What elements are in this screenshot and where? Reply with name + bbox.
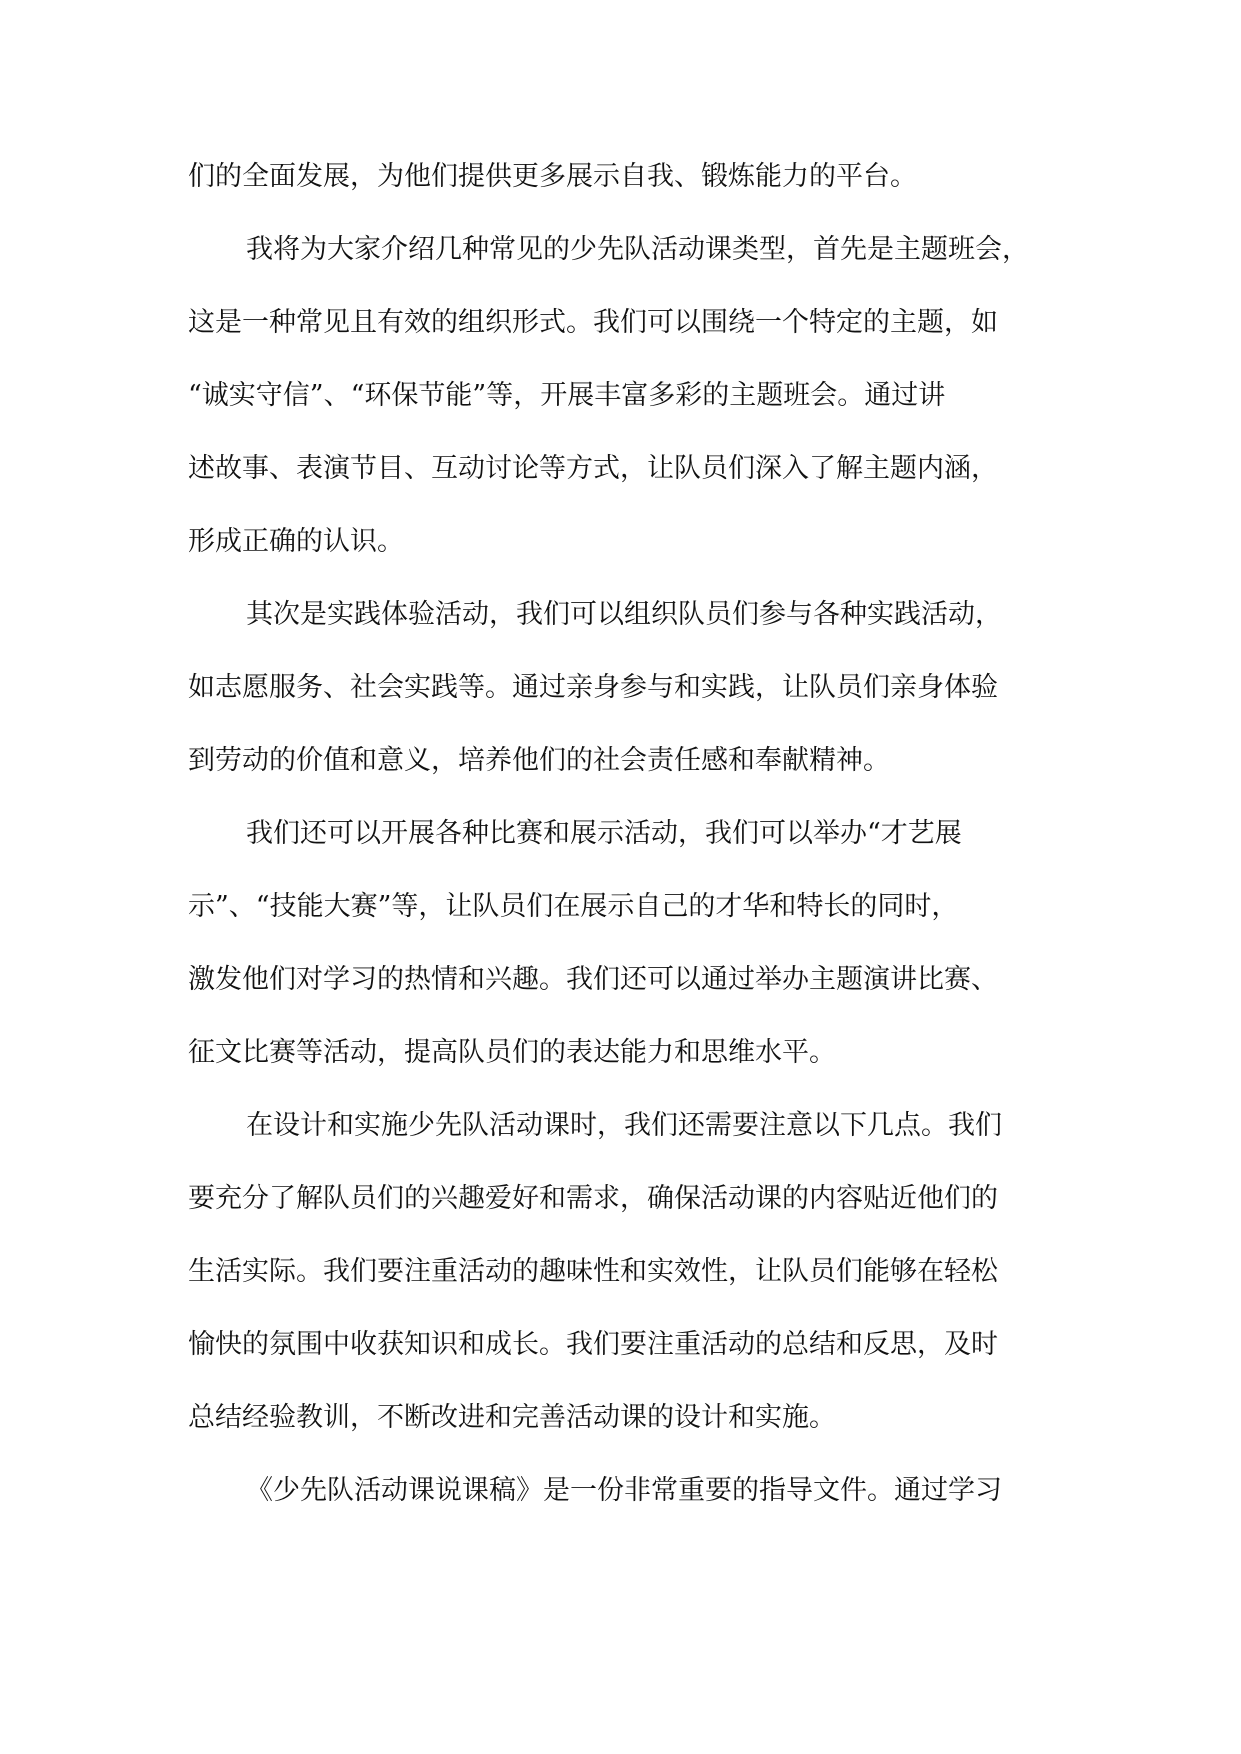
paragraph-start-line: 在设计和实施少先队活动课时，我们还需要注意以下几点。我们	[246, 1110, 1002, 1141]
text-line: 征文比赛等活动，提高队员们的表达能力和思维水平。	[188, 1037, 836, 1068]
text-line: 示”、“技能大赛”等，让队员们在展示自己的才华和特长的同时，	[188, 891, 959, 922]
text-line: 形成正确的认识。	[188, 526, 404, 557]
text-line: 要充分了解队员们的兴趣爱好和需求，确保活动课的内容贴近他们的	[188, 1183, 998, 1214]
paragraph-start-line: 《少先队活动课说课稿》是一份非常重要的指导文件。通过学习	[246, 1475, 1002, 1506]
text-line: 到劳动的价值和意义，培养他们的社会责任感和奉献精神。	[188, 745, 890, 776]
paragraph-start-line: 我们还可以开展各种比赛和展示活动，我们可以举办“才艺展	[246, 818, 962, 849]
paragraph-start-line: 我将为大家介绍几种常见的少先队活动课类型，首先是主题班会，	[246, 234, 1029, 265]
text-line: 述故事、表演节目、互动讨论等方式，让队员们深入了解主题内涵，	[188, 453, 998, 484]
text-line: 这是一种常见且有效的组织形式。我们可以围绕一个特定的主题，如	[188, 307, 998, 338]
paragraph-start-line: 其次是实践体验活动，我们可以组织队员们参与各种实践活动，	[246, 599, 1002, 630]
text-line: 总结经验教训，不断改进和完善活动课的设计和实施。	[188, 1402, 836, 1433]
text-line: 们的全面发展，为他们提供更多展示自我、锻炼能力的平台。	[188, 161, 917, 192]
text-line: 生活实际。我们要注重活动的趣味性和实效性，让队员们能够在轻松	[188, 1256, 998, 1287]
text-line: 激发他们对学习的热情和兴趣。我们还可以通过举办主题演讲比赛、	[188, 964, 998, 995]
text-line: “诚实守信”、“环保节能”等，开展丰富多彩的主题班会。通过讲	[188, 380, 946, 411]
text-line: 愉快的氛围中收获知识和成长。我们要注重活动的总结和反思，及时	[188, 1329, 998, 1360]
text-line: 如志愿服务、社会实践等。通过亲身参与和实践，让队员们亲身体验	[188, 672, 998, 703]
document-body	[188, 140, 1053, 1527]
